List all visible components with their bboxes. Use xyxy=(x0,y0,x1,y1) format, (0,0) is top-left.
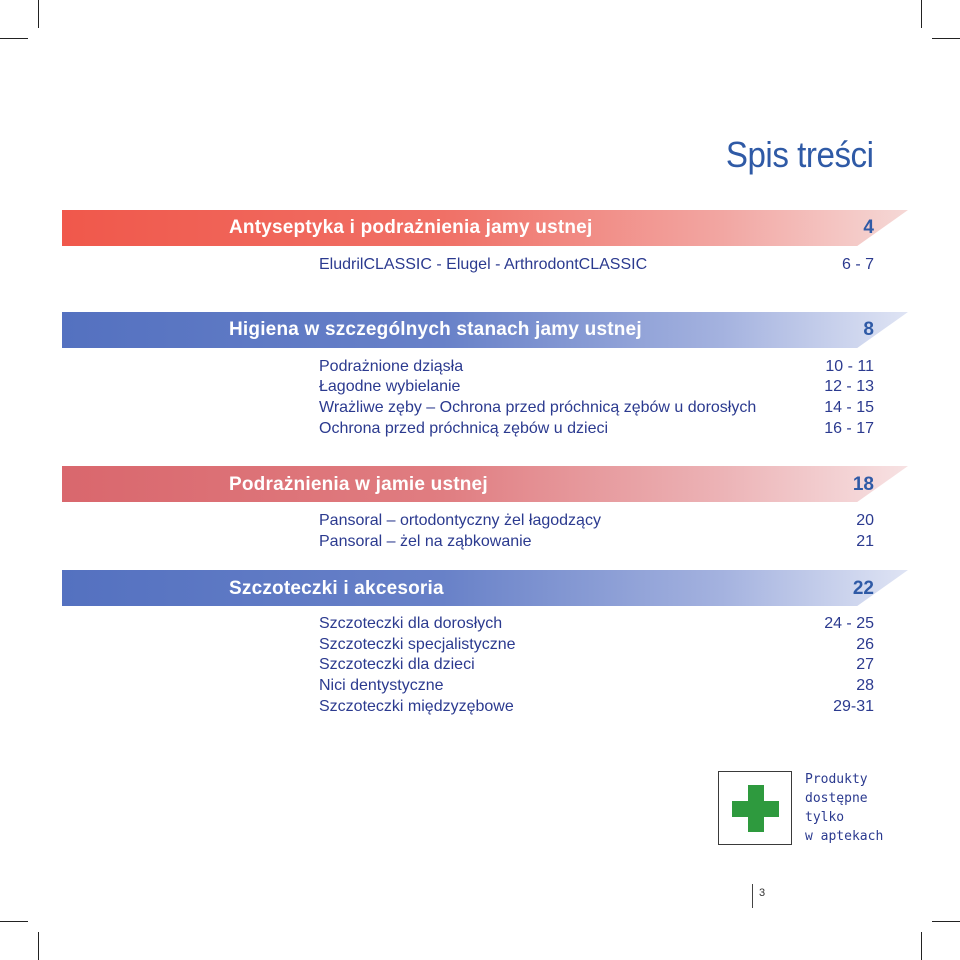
toc-entry-page: 27 xyxy=(856,656,874,673)
section-page: 4 xyxy=(863,217,874,238)
crop-mark xyxy=(0,38,28,39)
section-page: 18 xyxy=(852,474,874,495)
toc-entry: Ochrona przed próchnicą zębów u dzieci xyxy=(319,420,609,437)
pharmacy-badge xyxy=(718,771,792,845)
toc-entry-page: 12 - 13 xyxy=(824,378,874,395)
folio-divider xyxy=(752,884,753,908)
toc-entry: EludrilCLASSIC - Elugel - ArthrodontCLASSIC xyxy=(319,256,648,273)
crop-mark xyxy=(921,932,922,960)
page-title: Spis treści xyxy=(726,134,874,175)
toc-entry-page: 16 - 17 xyxy=(824,420,874,437)
pharmacy-note xyxy=(805,770,915,846)
toc-entry-page: 10 - 11 xyxy=(825,358,874,375)
toc-entry: Pansoral – żel na ząbkowanie xyxy=(319,533,532,550)
toc-entry: Nici dentystyczne xyxy=(319,677,444,694)
toc-entry: Łagodne wybielanie xyxy=(319,378,461,395)
pharmacy-note-line: Produkty xyxy=(805,772,868,787)
toc-entry-page: 14 - 15 xyxy=(824,399,874,416)
crop-mark xyxy=(921,0,922,28)
section-title: Antyseptyka i podrażnienia jamy ustnej xyxy=(229,217,593,238)
section-page: 8 xyxy=(863,319,874,340)
toc-entry: Szczoteczki dla dzieci xyxy=(319,656,475,673)
crop-mark xyxy=(932,38,960,39)
toc-entry-page: 28 xyxy=(856,677,874,694)
page-number: 3 xyxy=(759,887,766,899)
section-title: Podrażnienia w jamie ustnej xyxy=(229,474,488,495)
toc-entry-page: 24 - 25 xyxy=(824,615,874,632)
section-title: Higiena w szczególnych stanach jamy ustnej xyxy=(229,319,642,340)
toc-entry: Szczoteczki dla dorosłych xyxy=(319,615,503,632)
toc-entry-page: 29-31 xyxy=(833,698,874,715)
section-title: Szczoteczki i akcesoria xyxy=(229,578,444,599)
toc-entry: Wrażliwe zęby – Ochrona przed próchnicą zębów u dorosłych xyxy=(319,399,757,416)
pharmacy-note-line: dostępne xyxy=(805,791,868,806)
toc-entry: Szczoteczki specjalistyczne xyxy=(319,636,516,653)
crop-mark xyxy=(38,0,39,28)
crop-mark xyxy=(38,932,39,960)
section-page: 22 xyxy=(852,578,874,599)
pharmacy-note-line: w aptekach xyxy=(805,829,884,844)
toc-entry-page: 21 xyxy=(856,533,874,550)
crop-mark xyxy=(0,921,28,922)
crop-mark xyxy=(932,921,960,922)
toc-entry: Szczoteczki międzyzębowe xyxy=(319,698,514,715)
toc-entry-page: 6 - 7 xyxy=(841,256,874,273)
toc-entry-page: 20 xyxy=(856,512,874,529)
section-band-brushes xyxy=(62,570,908,606)
toc-entry-page: 26 xyxy=(856,636,874,653)
pharmacy-note-line: tylko xyxy=(805,810,845,825)
toc-entry: Podrażnione dziąsła xyxy=(319,358,464,375)
toc-entry: Pansoral – ortodontyczny żel łagodzący xyxy=(319,512,601,529)
